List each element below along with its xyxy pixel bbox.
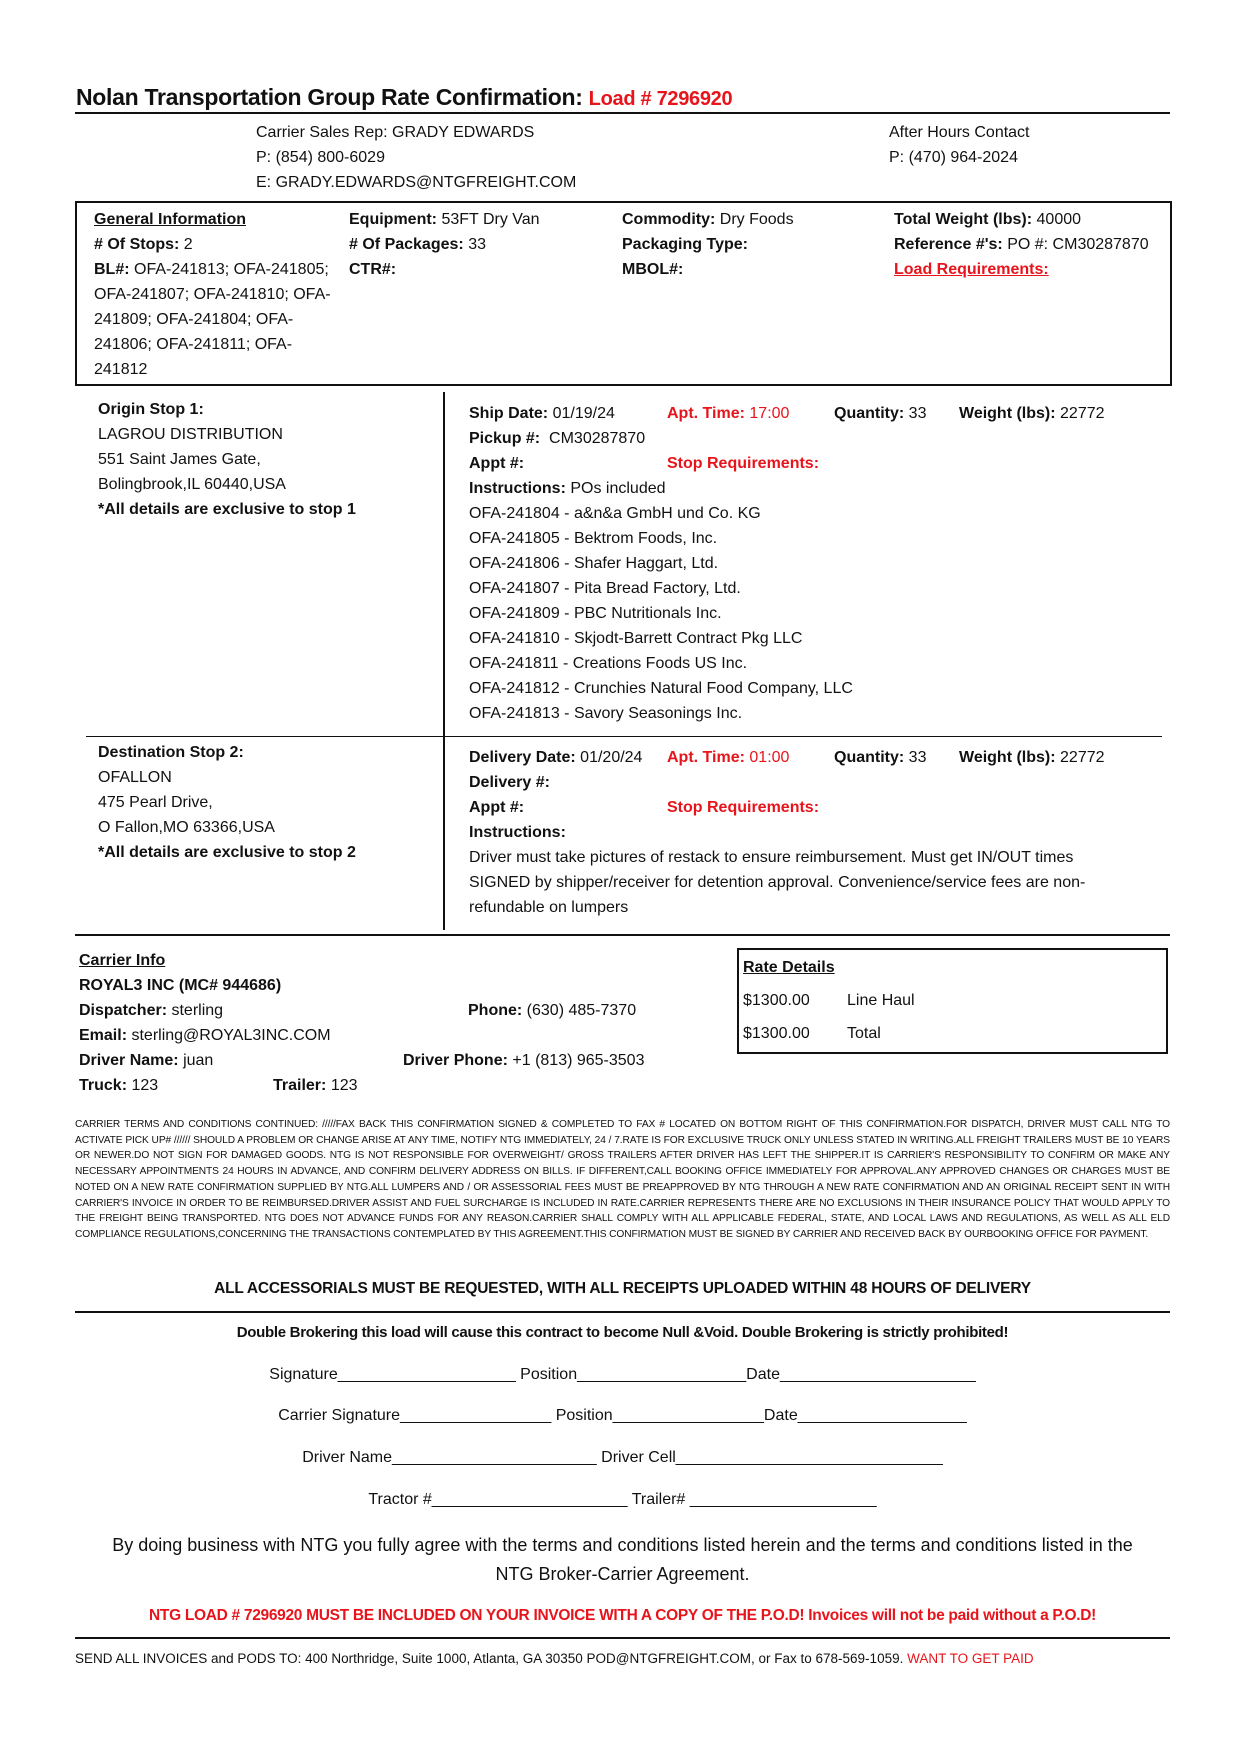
want-to-get-paid-link[interactable]: WANT TO GET PAID bbox=[907, 1651, 1034, 1666]
sales-email: E: GRADY.EDWARDS@NTGFREIGHT.COM bbox=[256, 174, 577, 191]
footer-rule bbox=[75, 1637, 1170, 1639]
carrier-email-value: sterling@ROYAL3INC.COM bbox=[131, 1027, 331, 1044]
general-col-4 bbox=[894, 207, 1149, 282]
reference-value: PO #: CM30287870 bbox=[1007, 236, 1149, 253]
rate-details bbox=[743, 955, 1163, 1046]
origin-note: *All details are exclusive to stop 1 bbox=[98, 501, 356, 518]
rate-amount: $1300.00 bbox=[743, 1025, 810, 1042]
sales-phone: P: (854) 800-6029 bbox=[256, 149, 385, 166]
po-line: OFA-241810 - Skjodt-Barrett Contract Pkg LLC bbox=[469, 630, 803, 647]
origin-apt-label: Apt. Time: bbox=[667, 405, 745, 422]
rate-heading: Rate Details bbox=[743, 959, 835, 976]
equipment-value: 53FT Dry Van bbox=[441, 211, 540, 228]
truck-label: Truck: bbox=[79, 1077, 128, 1094]
trailer-value: 123 bbox=[330, 1077, 358, 1094]
dest-apt-value: 01:00 bbox=[749, 749, 790, 766]
equipment-label: Equipment: bbox=[349, 211, 437, 228]
commodity-value: Dry Foods bbox=[719, 211, 794, 228]
stops-label: # Of Stops: bbox=[94, 236, 180, 253]
origin-stop-requirements: Stop Requirements: bbox=[667, 455, 820, 472]
mbol-label: MBOL#: bbox=[622, 261, 684, 278]
double-brokering-notice: Double Brokering this load will cause this contract to become Null &Void. Double Brokering is strictly prohibited! bbox=[236, 1324, 1009, 1341]
pickup-label: Pickup #: bbox=[469, 430, 541, 447]
po-line: OFA-241807 - Pita Bread Factory, Ltd. bbox=[469, 580, 741, 597]
general-col-3 bbox=[622, 207, 794, 282]
driver-name-value: juan bbox=[183, 1052, 214, 1069]
origin-weight-label: Weight (lbs): bbox=[959, 405, 1056, 422]
footer-send-text: SEND ALL INVOICES and PODS TO: 400 Northridge, Suite 1000, Atlanta, GA 30350 POD@NTGFREIGHT.COM, or Fax to 678-569-1059. bbox=[75, 1651, 904, 1666]
carrier-details bbox=[79, 998, 699, 1098]
po-line: OFA-241813 - Savory Seasonings Inc. bbox=[469, 705, 743, 722]
instruction-line: refundable on lumpers bbox=[469, 899, 629, 916]
rate-description: Line Haul bbox=[847, 992, 915, 1009]
section-rule bbox=[75, 934, 1170, 936]
load-requirements-link[interactable]: Load Requirements: bbox=[894, 261, 1049, 278]
origin-weight-value: 22772 bbox=[1060, 405, 1105, 422]
general-col-2 bbox=[349, 207, 540, 282]
carrier-name: ROYAL3 INC (MC# 944686) bbox=[79, 977, 282, 994]
agreement-line: By doing business with NTG you fully agree with the terms and conditions listed herein and the terms and conditions listed in the bbox=[112, 1535, 1133, 1555]
po-line: OFA-241805 - Bektrom Foods, Inc. bbox=[469, 530, 718, 547]
dest-weight-value: 22772 bbox=[1060, 749, 1105, 766]
carrier-heading: Carrier Info bbox=[79, 952, 166, 969]
ctr-label: CTR#: bbox=[349, 261, 397, 278]
dest-qty-value: 33 bbox=[908, 749, 927, 766]
accessorials-rule bbox=[75, 1311, 1170, 1313]
instruction-line: Driver must take pictures of restack to ensure reimbursement. Must get IN/OUT times bbox=[469, 849, 1074, 866]
po-line: OFA-241806 - Shafer Haggart, Ltd. bbox=[469, 555, 719, 572]
origin-qty-label: Quantity: bbox=[834, 405, 905, 422]
po-line: OFA-241804 - a&n&a GmbH und Co. KG bbox=[469, 505, 761, 522]
po-line: OFA-241811 - Creations Foods US Inc. bbox=[469, 655, 748, 672]
after-hours-phone: P: (470) 964-2024 bbox=[889, 149, 1018, 166]
ship-date-value: 01/19/24 bbox=[552, 405, 615, 422]
bl-label: BL#: bbox=[94, 261, 130, 278]
agreement-line: NTG Broker-Carrier Agreement. bbox=[495, 1564, 750, 1584]
signature-line[interactable]: Signature____________________ Position___________________Date______________________ bbox=[269, 1366, 976, 1383]
pickup-value: CM30287870 bbox=[549, 430, 646, 447]
carrier-email-label: Email: bbox=[79, 1027, 128, 1044]
invoice-notice: NTG LOAD # 7296920 MUST BE INCLUDED ON YOUR INVOICE WITH A COPY OF THE P.O.D! Invoices will not be paid without a P.O.D! bbox=[149, 1607, 1096, 1624]
destination-address1: 475 Pearl Drive, bbox=[98, 794, 213, 811]
bl-line: 241806; OFA-241811; OFA- bbox=[94, 336, 293, 353]
delivery-date-label: Delivery Date: bbox=[469, 749, 576, 766]
total-weight-label: Total Weight (lbs): bbox=[894, 211, 1033, 228]
destination-note: *All details are exclusive to stop 2 bbox=[98, 844, 356, 861]
carrier-info-block bbox=[79, 948, 281, 998]
footer bbox=[75, 1651, 1170, 1666]
carrier-signature-line[interactable]: Carrier Signature_________________ Position_________________Date___________________ bbox=[278, 1407, 967, 1424]
dest-stop-requirements: Stop Requirements: bbox=[667, 799, 820, 816]
dest-apt-label: Apt. Time: bbox=[667, 749, 745, 766]
total-weight-value: 40000 bbox=[1036, 211, 1082, 228]
title-text: Nolan Transportation Group Rate Confirmation: bbox=[76, 84, 583, 110]
ship-date-label: Ship Date: bbox=[469, 405, 549, 422]
packages-value: 33 bbox=[468, 236, 486, 253]
origin-qty-value: 33 bbox=[908, 405, 927, 422]
dest-qty-label: Quantity: bbox=[834, 749, 905, 766]
reference-label: Reference #'s: bbox=[894, 236, 1003, 253]
po-line: OFA-241812 - Crunchies Natural Food Company, LLC bbox=[469, 680, 853, 697]
origin-block bbox=[98, 397, 356, 522]
rate-description: Total bbox=[847, 1025, 881, 1042]
rate-row bbox=[743, 1021, 1163, 1046]
destination-block bbox=[98, 740, 356, 865]
delivery-number-label: Delivery #: bbox=[469, 774, 550, 791]
driver-name-line[interactable]: Driver Name_______________________ Driver Cell______________________________ bbox=[302, 1449, 943, 1466]
delivery-date-value: 01/20/24 bbox=[580, 749, 643, 766]
trailer-label: Trailer: bbox=[273, 1077, 327, 1094]
tractor-line[interactable]: Tractor #______________________ Trailer# _____________________ bbox=[368, 1491, 877, 1508]
agreement-text bbox=[75, 1531, 1170, 1589]
stops-value: 2 bbox=[183, 236, 193, 253]
origin-details bbox=[469, 401, 1169, 726]
origin-heading: Origin Stop 1: bbox=[98, 401, 204, 418]
origin-instructions-label: Instructions: bbox=[469, 480, 566, 497]
dispatcher-label: Dispatcher: bbox=[79, 1002, 168, 1019]
instruction-line: SIGNED by shipper/receiver for detention approval. Convenience/service fees are non- bbox=[469, 874, 1086, 891]
bl-line: 241809; OFA-241804; OFA- bbox=[94, 311, 294, 328]
origin-instructions-value: POs included bbox=[570, 480, 666, 497]
general-heading: General Information bbox=[94, 211, 247, 228]
destination-address2: O Fallon,MO 63366,USA bbox=[98, 819, 275, 836]
dest-instructions-label: Instructions: bbox=[469, 824, 566, 841]
destination-heading: Destination Stop 2: bbox=[98, 744, 244, 761]
rate-amount: $1300.00 bbox=[743, 992, 810, 1009]
header-rule bbox=[75, 112, 1170, 114]
carrier-phone-label: Phone: bbox=[468, 1002, 523, 1019]
packaging-label: Packaging Type: bbox=[622, 236, 748, 253]
truck-value: 123 bbox=[131, 1077, 159, 1094]
accessorials-notice: ALL ACCESSORIALS MUST BE REQUESTED, WITH ALL RECEIPTS UPLOADED WITHIN 48 HOURS OF DELIVERY bbox=[214, 1280, 1031, 1297]
destination-details bbox=[469, 745, 1169, 920]
origin-appt-label: Appt #: bbox=[469, 455, 525, 472]
load-number: Load # 7296920 bbox=[588, 88, 733, 110]
destination-name: OFALLON bbox=[98, 769, 172, 786]
stops-divider-vertical bbox=[443, 392, 445, 930]
origin-name: LAGROU DISTRIBUTION bbox=[98, 426, 283, 443]
stops-divider-horizontal bbox=[86, 736, 1162, 737]
dest-appt-label: Appt #: bbox=[469, 799, 525, 816]
bl-line: 241812 bbox=[94, 361, 148, 378]
driver-phone-label: Driver Phone: bbox=[403, 1052, 508, 1069]
after-hours-label: After Hours Contact bbox=[889, 124, 1030, 141]
po-line: OFA-241809 - PBC Nutritionals Inc. bbox=[469, 605, 722, 622]
packages-label: # Of Packages: bbox=[349, 236, 464, 253]
commodity-label: Commodity: bbox=[622, 211, 716, 228]
driver-name-label: Driver Name: bbox=[79, 1052, 179, 1069]
terms-and-conditions: CARRIER TERMS AND CONDITIONS CONTINUED: /////FAX BACK THIS CONFIRMATION SIGNED & COMPLETED TO FAX # LOCATED ON BOTTOM RIGHT OF THIS CONFIRMATION.FOR DISPATCH, DRIVER MUST CALL NTG TO ACTIVATE PICK UP# ////// SHOULD A PROBLEM OR CHANGE ARISE AT ANY TIME, NOTIFY NTG IMMEDIATELY, 24 / 7.RATE IS FOR EXCLUSIVE TRUCK ONLY UNLESS STATED IN WRITING.ALL FREIGHT TRAILERS MUST BE 10 YEARS OR NEWER.DO NOT SIGN FOR DAMAGED GOODS. NTG IS NOT RESPONSIBLE FOR OVERWEIGHT/ GROSS TRAILERS AFTER DRIVER HAS LEFT THE SHIPPER.IT IS CARRIER'S RESPONSIBILITY TO CONFIRM OR MAKE ANY NECESSARY APPOINTMENTS 24 HOURS IN ADVANCE, AND CONFIRM DELIVERY ADDRESS ON BILLS. IF DIFFERENT,CALL BOOKING OFFICE IMMEDIATELY FOR APPROVAL.ANY APPROVED CHANGES OR CHARGES MUST BE NOTED ON A NEW RATE CONFIRMATION SUPPLIED BY NTG.ALL LUMPERS AND / OR ASSESSORIAL FEES MUST BE PREAPPROVED BY NTG THROUGH A NEW RATE CONFIRMATION AND AN ORIGINAL RECEIPT SENT IN WITH CARRIER'S INVOICE IN ORDER TO BE REIMBURSED.DRIVER ASSIST AND FUEL SURCHARGE IS INCLUDED IN RATE.CARRIER REPRESENTS THERE ARE NO EXCLUSIONS IN THEIR INSURANCE POLICY THAT WOULD APPLY TO THE FREIGHT BEING TRANSPORTED. NTG DOES NOT ADVANCE FUNDS FOR ANY REASON.CARRIER SHALL COMPLY WITH ALL APPLICABLE FEDERAL, STATE, AND LOCAL LAWS AND REGULATIONS, AS WELL AS ALL ELD COMPLIANCE REGULATIONS,CONCERNING THE TRANSACTIONS CONTEMPLATED BY THIS AGREEMENT.THIS CONFIRMATION MUST BE SIGNED BY CARRIER AND RECEIVED BACK BY OURBOOKING OFFICE FOR PAYMENT. bbox=[75, 1119, 1170, 1240]
sales-rep-block bbox=[256, 120, 576, 195]
after-hours-block bbox=[889, 120, 1030, 170]
dest-weight-label: Weight (lbs): bbox=[959, 749, 1056, 766]
carrier-phone-value: (630) 485-7370 bbox=[526, 1002, 637, 1019]
bl-line: OFA-241807; OFA-241810; OFA- bbox=[94, 286, 331, 303]
origin-address2: Bolingbrook,IL 60440,USA bbox=[98, 476, 286, 493]
bl-line: OFA-241813; OFA-241805; bbox=[134, 261, 329, 278]
rate-row bbox=[743, 988, 1163, 1021]
sales-rep: Carrier Sales Rep: GRADY EDWARDS bbox=[256, 124, 535, 141]
origin-apt-value: 17:00 bbox=[749, 405, 790, 422]
driver-phone-value: +1 (813) 965-3503 bbox=[512, 1052, 645, 1069]
page-title bbox=[76, 84, 732, 111]
general-col-1 bbox=[94, 207, 354, 382]
origin-address1: 551 Saint James Gate, bbox=[98, 451, 261, 468]
dispatcher-value: sterling bbox=[171, 1002, 224, 1019]
